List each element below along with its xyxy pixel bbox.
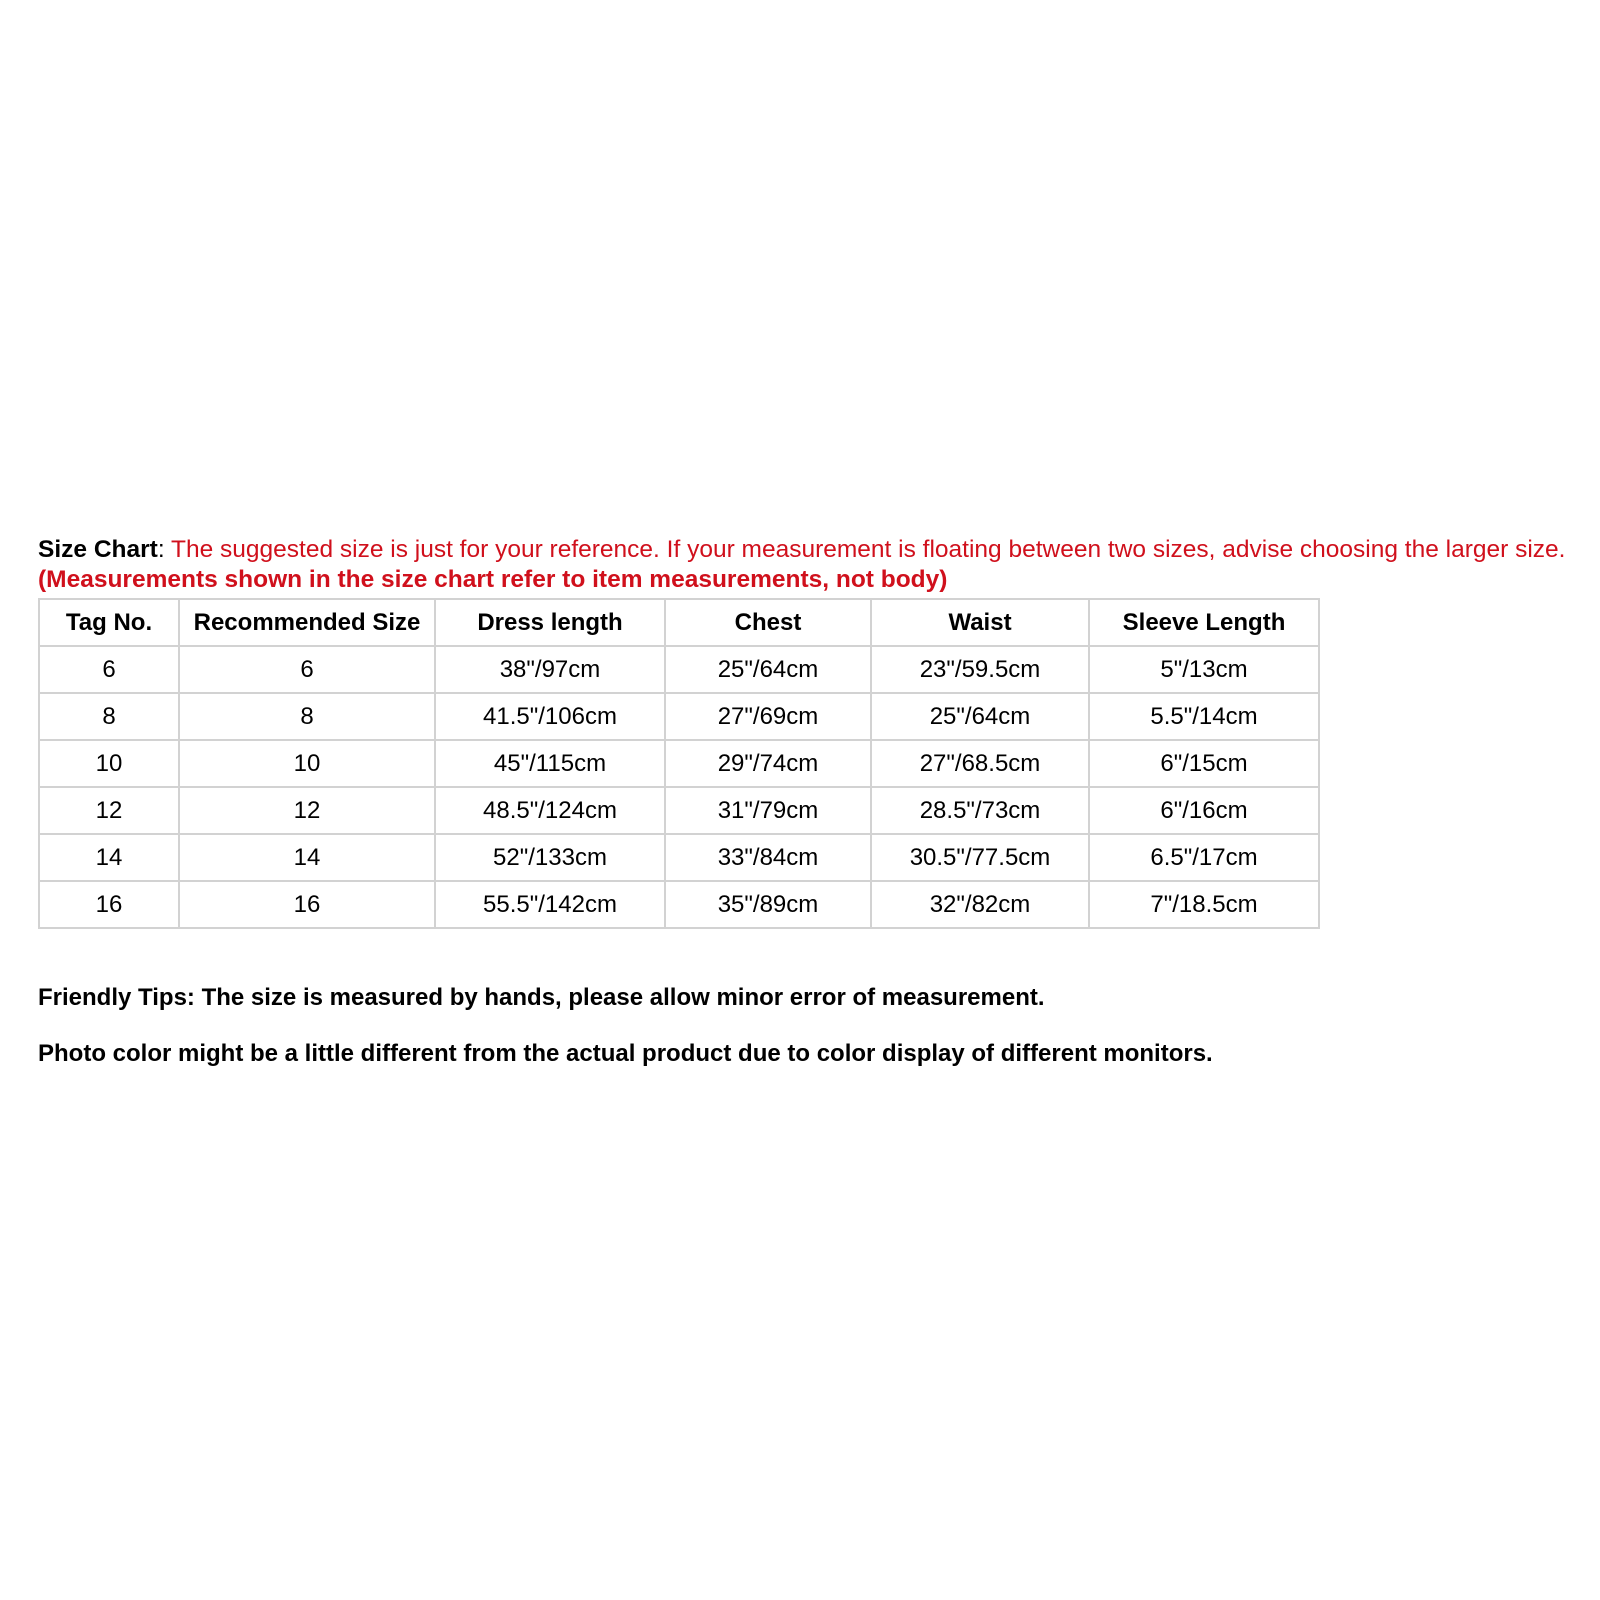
- cell-sleeve-length: 6"/16cm: [1089, 787, 1319, 834]
- cell-waist: 28.5"/73cm: [871, 787, 1089, 834]
- cell-chest: 31"/79cm: [665, 787, 871, 834]
- header-waist: Waist: [871, 599, 1089, 646]
- cell-waist: 25"/64cm: [871, 693, 1089, 740]
- cell-sleeve-length: 7"/18.5cm: [1089, 881, 1319, 928]
- cell-tag-no: 16: [39, 881, 179, 928]
- cell-recommended-size: 14: [179, 834, 435, 881]
- header-tag-no: Tag No.: [39, 599, 179, 646]
- cell-chest: 25"/64cm: [665, 646, 871, 693]
- cell-dress-length: 45"/115cm: [435, 740, 665, 787]
- header-dress-length: Dress length: [435, 599, 665, 646]
- cell-dress-length: 52"/133cm: [435, 834, 665, 881]
- cell-sleeve-length: 5.5"/14cm: [1089, 693, 1319, 740]
- table-row: [39, 646, 1319, 693]
- size-chart-note: The suggested size is just for your reference. If your measurement is floating between two sizes, advise choosing the larger size.: [170, 536, 1566, 563]
- cell-recommended-size: 12: [179, 787, 435, 834]
- size-chart-table: [38, 598, 1320, 929]
- cell-waist: 27"/68.5cm: [871, 740, 1089, 787]
- cell-recommended-size: 6: [179, 646, 435, 693]
- photo-color-note: Photo color might be a little different from the actual product due to color display of different monitors.: [38, 1040, 1213, 1067]
- cell-sleeve-length: 6"/15cm: [1089, 740, 1319, 787]
- cell-sleeve-length: 5"/13cm: [1089, 646, 1319, 693]
- cell-sleeve-length: 6.5"/17cm: [1089, 834, 1319, 881]
- table-row: [39, 834, 1319, 881]
- cell-tag-no: 10: [39, 740, 179, 787]
- cell-recommended-size: 16: [179, 881, 435, 928]
- table-row: [39, 693, 1319, 740]
- friendly-tips: Friendly Tips: The size is measured by hands, please allow minor error of measurement.: [38, 984, 1045, 1011]
- cell-waist: 30.5"/77.5cm: [871, 834, 1089, 881]
- cell-dress-length: 38"/97cm: [435, 646, 665, 693]
- cell-dress-length: 55.5"/142cm: [435, 881, 665, 928]
- cell-recommended-size: 10: [179, 740, 435, 787]
- table-header-row: [39, 599, 1319, 646]
- size-chart-intro: [38, 535, 1578, 595]
- table-row: [39, 740, 1319, 787]
- cell-dress-length: 41.5"/106cm: [435, 693, 665, 740]
- table-row: [39, 881, 1319, 928]
- table-row: [39, 787, 1319, 834]
- cell-chest: 29"/74cm: [665, 740, 871, 787]
- cell-recommended-size: 8: [179, 693, 435, 740]
- cell-tag-no: 6: [39, 646, 179, 693]
- cell-dress-length: 48.5"/124cm: [435, 787, 665, 834]
- cell-tag-no: 14: [39, 834, 179, 881]
- cell-tag-no: 12: [39, 787, 179, 834]
- header-recommended-size: Recommended Size: [179, 599, 435, 646]
- cell-waist: 23"/59.5cm: [871, 646, 1089, 693]
- cell-chest: 35"/89cm: [665, 881, 871, 928]
- header-sleeve-length: Sleeve Length: [1089, 599, 1319, 646]
- cell-chest: 33"/84cm: [665, 834, 871, 881]
- header-chest: Chest: [665, 599, 871, 646]
- cell-tag-no: 8: [39, 693, 179, 740]
- size-chart-label: Size Chart:: [38, 536, 171, 563]
- size-chart-emphasis: (Measurements shown in the size chart refer to item measurements, not body): [38, 566, 948, 593]
- cell-chest: 27"/69cm: [665, 693, 871, 740]
- cell-waist: 32"/82cm: [871, 881, 1089, 928]
